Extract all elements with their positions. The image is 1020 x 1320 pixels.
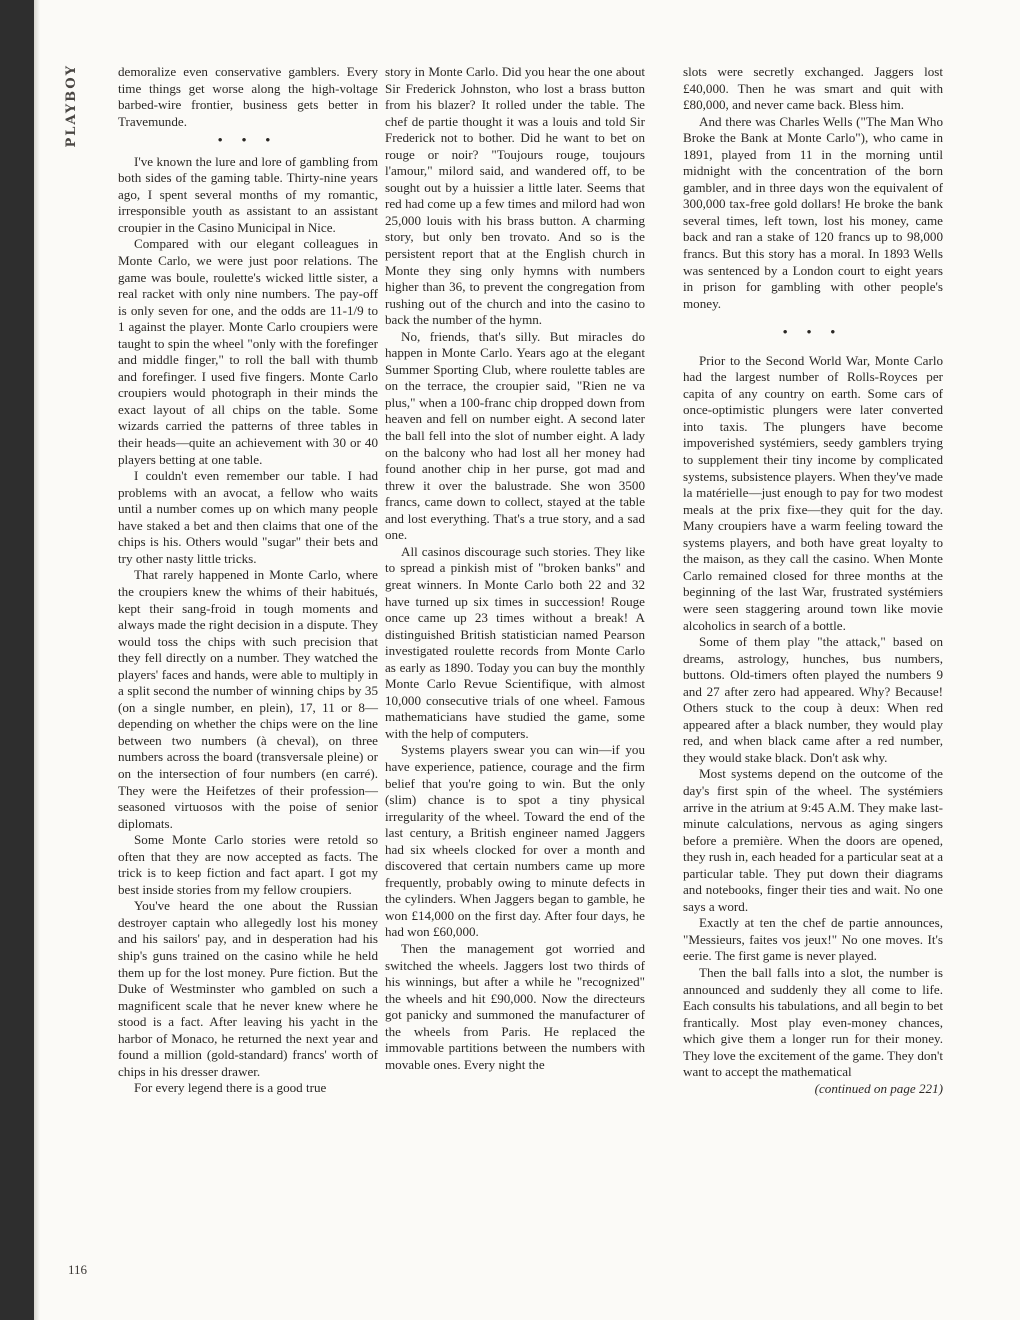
paragraph: Compared with our elegant colleagues in Monte Carlo, we were just poor relations. The game was boule, roulette's wicked little sister, a real racket with only nine numbers. The pay-off is only seven for one, and the odds are 11-1/9 to 1 against the player. Monte Carlo croupiers were taught to spin the wheel "only with the forefinger and middle finger," to roll the ball with thumb and forefinger. I used five fingers. Monte Carlo croupiers would photograph in their minds the exact layout of all chips on the table. Some wizards carried the patterns of three tables in their heads—quite an achievement with 30 or 40 players betting at one table.: [118, 236, 378, 467]
paragraph: I couldn't even remember our table. I had problems with an avocat, a fellow who waits until a number comes up on which many people have staked a bet and then claims that one of the chips is his. Others would "sugar" their bets and try other nasty little tricks.: [118, 468, 378, 566]
paragraph: Some Monte Carlo stories were retold so often that they are now accepted as facts. The trick is to keep fiction and fact apart. I got my best inside stories from my fellow croupiers.: [118, 832, 378, 897]
paragraph: Most systems depend on the outcome of the day's first spin of the wheel. The systémiers arrive in the atrium at 9:45 A.M. They make last-minute calculations, nervous as aging singers before a première. When the doors are opened, they rush in, each headed for a particular seat at a particular table. They put down their diagrams and notebooks, finger their ties and wait. No one says a word.: [683, 766, 943, 914]
paragraph: And there was Charles Wells ("The Man Who Broke the Bank at Monte Carlo"), who came in 1891, played from 11 in the morning until midnight with the concentration of the born gambler, and in three days won the equivalent of 300,000 tax-free gold dollars! He broke the bank several times, left town, lost his money, came back and ran a stake of 120 francs up to 98,000 francs. But this story has a moral. In 1893 Wells was sentenced by a London court to eight years in prison for gambling with other people's money.: [683, 113, 943, 311]
paragraph: Systems players swear you can win—if you have experience, patience, courage and the firm belief that you're going to win. But the only (slim) chance is to spot a tiny physical irregularity of the wheel. Toward the end of the last century, a British engineer named Jaggers had six wheels clocked for over a month and discovered that certain numbers came up more frequently, probably owing to minute defects in the cylinders. When Jaggers began to gamble, he won £14,000 on the first day. After four days, he had won £60,000.: [385, 742, 645, 940]
section-divider: • • •: [217, 132, 279, 148]
paragraph: All casinos discourage such stories. They like to spread a pinkish mist of "broken banks" and great winners. In Monte Carlo both 22 and 32 have turned up six times in succession! Rouge once came up 23 times without a break! A distinguished British statistician named Pearson investigated roulette records from Monte Carlo as early as 1890. Today you can buy the monthly Monte Carlo Revue Scientifique, with almost 10,000 consecutive trials of one wheel. Famous mathematicians have studied the game, some with the help of computers.: [385, 543, 645, 741]
paragraph: Exactly at ten the chef de partie announces, "Messieurs, faites vos jeux!" No one moves. It's eerie. The first game is never played.: [683, 915, 943, 964]
magazine-page: [34, 0, 1020, 1320]
paragraph: You've heard the one about the Russian destroyer captain who allegedly lost his money and his sailors' pay, and in desperation had his ship's guns trained on the casino while he held them up for the lost money. Pure fiction. But the Duke of Westminster who gambled on such a magnificent scale that he never knew where he stood is a fact. After leaving his yacht in the harbor of Monaco, he returned the next year and found a million (gold-standard) francs' worth of chips in his dresser drawer.: [118, 898, 378, 1079]
paragraph: slots were secretly exchanged. Jaggers lost £40,000. Then he was smart and quit with £80,000, and never came back. Bless him.: [683, 64, 943, 113]
paragraph: Then the management got worried and switched the wheels. Jaggers lost two thirds of his winnings, but after a while he "recognized" the wheels and hit £90,000. Now the directeurs got panicky and summoned the manufacturer of the wheels from Paris. He replaced the immovable partitions between the numbers with movable ones. Every night the: [385, 940, 645, 1072]
paragraph: No, friends, that's silly. But miracles do happen in Monte Carlo. Years ago at the elegant Summer Sporting Club, where roulette tables are on the terrace, the croupier said, "Rien ne va plus," when a 100-franc chip dropped down from heaven and fell on number eight. A second later the ball fell into the slot of number eight. A lady on the balcony who had lost all her money had found another chip in her purse, got mad and threw it over the balustrade. She won 3500 francs, came down to collect, stayed at the table and lost everything. That's a true story, and a sad one.: [385, 328, 645, 543]
masthead: PLAYBOY: [64, 64, 79, 148]
paragraph: I've known the lure and lore of gambling from both sides of the gaming table. Thirty-nine years ago, I spent several months of my romantic, irresponsible youth as assistant to an assistant croupier in the Casino Municipal in Nice.: [118, 153, 378, 235]
paragraph: Then the ball falls into a slot, the number is announced and suddenly they all come to life. Each consults his tabulations, and all begin to bet frantically. Most play even-money chances, which give them a longer run for their money. They love the excitement of the game. They don't want to accept the mathematical: [683, 964, 943, 1080]
paragraph: Some of them play "the attack," based on dreams, astrology, hunches, bus numbers, buttons. Old-timers often played the numbers 9 and 27 after zero had appeared. Why? Because! Others stuck to the coup à deux: When red appeared after a black number, they would play red, and when black came after a red number, they would stake black. Don't ask why.: [683, 634, 943, 765]
section-divider: • • •: [782, 324, 844, 340]
paragraph: story in Monte Carlo. Did you hear the one about Sir Frederick Johnston, who lost a brass button from his blazer? It rolled under the table. The chef de partie thought it was a louis and told Sir Frederick not to bother. Did he want to bet on rouge or noir? "Toujours rouge, toujours l'amour," milord said, and wandered off, to be sought out by a huissier a little later. Seems that red had come up a few times and milord had won 25,000 louis with his brass button. A charming story, but only ben trovato. And so is the persistent report that at the English church in Monte they sing only hymns with numbers higher than 36, to prevent the congregation from rushing out of the church and into the casino to back the number of the hymn.: [385, 64, 645, 328]
text-column-1: [118, 64, 378, 1097]
paragraph: For every legend there is a good true: [134, 1080, 327, 1096]
paragraph: Prior to the Second World War, Monte Carlo had the largest number of Rolls-Royces per capita of any country on earth. Some cars of once-optimistic plungers were later converted into taxis. The plungers have become impoverished systémiers, seedy gamblers trying to supplement their tiny income by complicated systems, subsistence players. When they've made la matérielle—just enough to pay for two modest meals at the prix fixe—they quit for the day. Many croupiers have a warm feeling toward the systems players, and both have great loyalty to the maison, as they call the casino. When Monte Carlo remained closed for three months at the beginning of the last War, frustrated systémiers were seen staggering around town like movie alcoholics in search of a bottle.: [683, 352, 943, 633]
text-column-3: [683, 64, 943, 1097]
continued-note: (continued on page 221): [814, 1080, 943, 1096]
paragraph: That rarely happened in Monte Carlo, where the croupiers knew the whims of their habitués, kept their sang-froid in tough moments and always made the right decision in a dispute. They would toss the chips with such precision that they fell directly on a number. They watched the players' faces and hands, were able to multiply in a split second the number of winning chips by 35 (on a single number, en plein), 17, 11 or 8—depending on whether the chips were on the line between two numbers (à cheval), on three numbers across the board (transversale pleine) or on the intersection of four numbers (en carré). They were the Heifetzes of their profession—seasoned virtuosos with the poise of senior diplomats.: [118, 567, 378, 831]
paragraph: demoralize even conservative gamblers. Every time things get worse along the high-voltage barbed-wire frontier, business gets better in Travemunde.: [118, 64, 378, 129]
text-column-2: [385, 64, 645, 1073]
page-number: 116: [68, 1262, 88, 1277]
